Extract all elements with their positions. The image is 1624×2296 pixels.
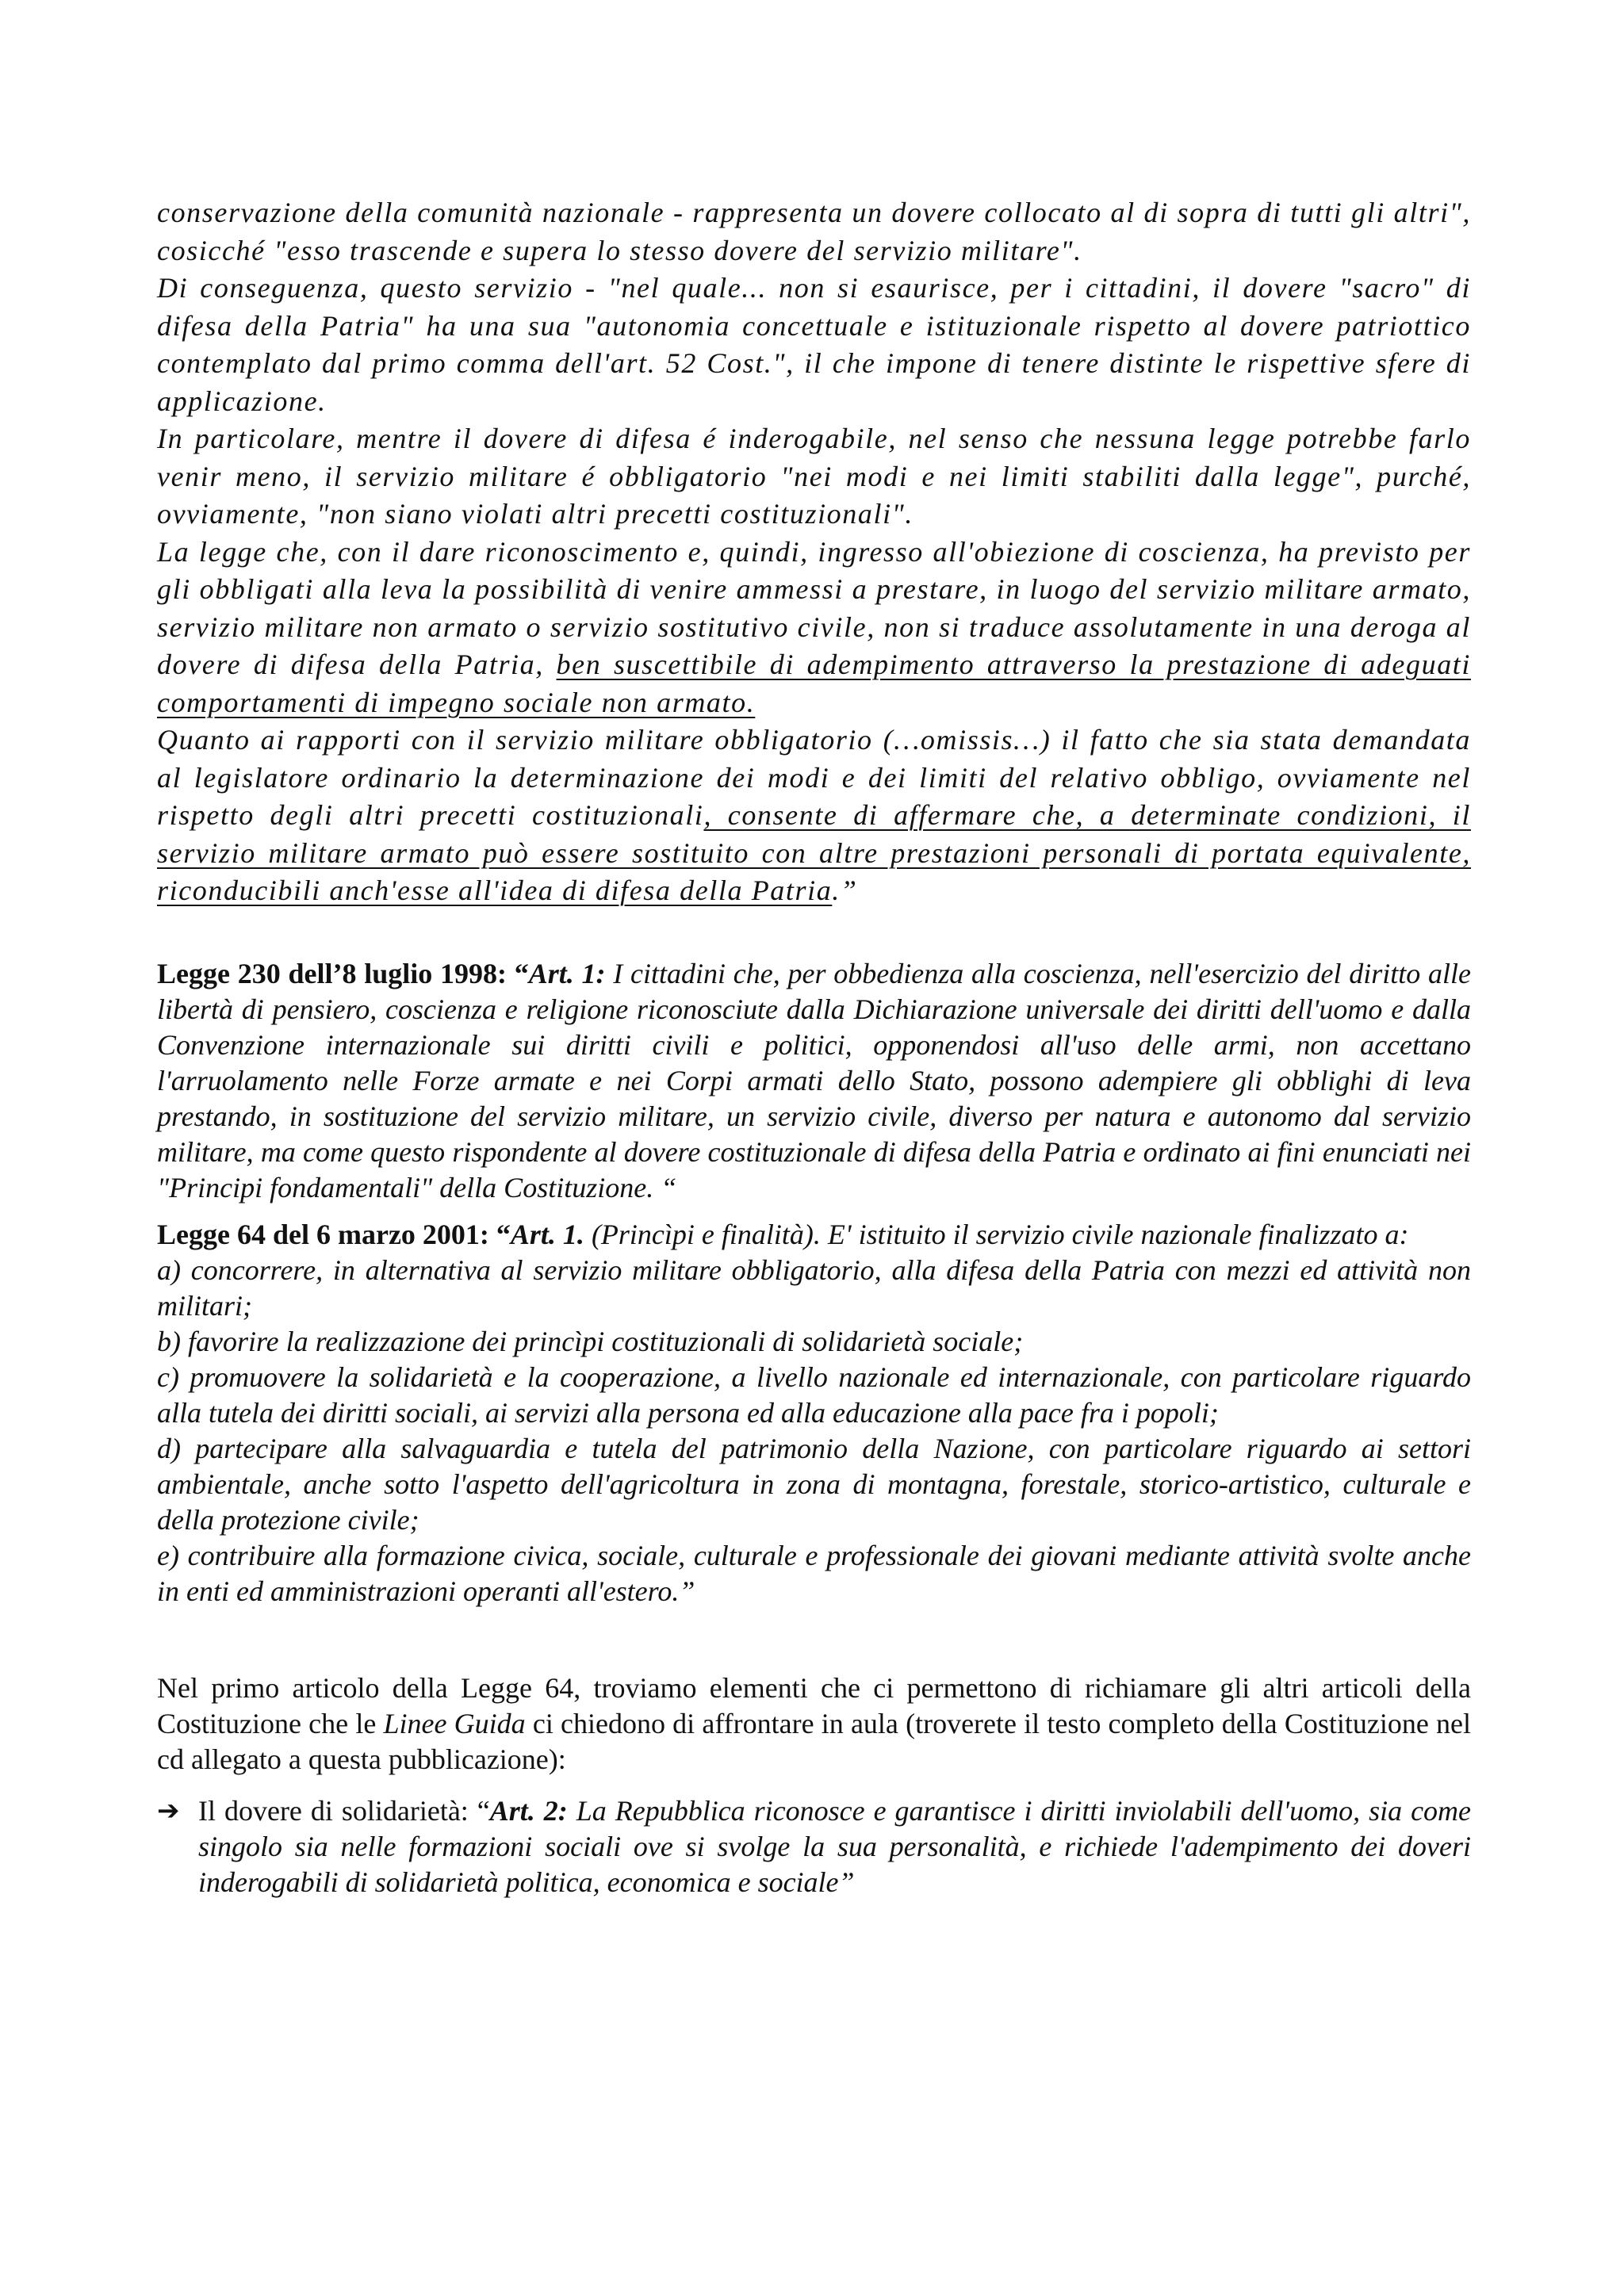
quote-paragraph-5 <box>157 721 1471 910</box>
law-230-heading: Legge 230 dell’8 luglio 1998: “ <box>157 957 529 989</box>
bullet-lead: Il dovere di solidarietà: “ <box>198 1794 490 1827</box>
law-64-item-d: d) partecipare alla salvaguardia e tutela del patrimonio della Nazione, con particolare riguardo ai settori ambientale, anche sotto l'aspetto dell'agricoltura in zona di montagna, forestale, storico-artistico, culturale e della protezione civile; <box>157 1432 1471 1536</box>
law-230-text: I cittadini che, per obbedienza alla coscienza, nell'esercizio del diritto alle libertà di pensiero, coscienza e religione riconosciute dalla Dichiarazione universale dei diritti dell'uomo e dalla Convenzione internazionale sui diritti civili e politici, opponendosi all'uso delle armi, non accettano l'arruolamento nelle Forze armate e nei Corpi armati dello Stato, possono adempiere gli obblighi di leva prestando, in sostituzione del servizio militare, un servizio civile, diverso per natura e autonomo dal servizio militare, ma come questo rispondente al dovere costituzionale di difesa della Patria e ordinato ai fini enunciati nei "Principi fondamentali" della Costituzione. “ <box>157 957 1472 1203</box>
quote-paragraph-5-underlined: , consente di affermare che, a determinate condizioni, il servizio militare armato può essere sostituito con altre prestazioni personali di portata equivalente, riconducibili anch'esse all'idea di difesa della Patria <box>157 799 1471 906</box>
commentary-emphasis: Linee Guida <box>383 1707 526 1739</box>
law-64-article: Art. 1. <box>510 1218 584 1250</box>
bullet-article: Art. 2: <box>489 1794 568 1827</box>
commentary-text-before: Nel primo articolo della Legge 64, troviamo elementi che ci permettono di richiamare gli altri articoli della Costituzione che le <box>157 1671 1471 1739</box>
commentary-text-after: ci chiedono di affrontare in aula (troverete il testo completo della Costituzione nel cd allegato a questa pubblicazione): <box>157 1707 1471 1775</box>
law-64-intro: (Princìpi e finalità). E' istituito il servizio civile nazionale finalizzato a: <box>584 1218 1409 1250</box>
quote-paragraph-2: Di conseguenza, questo servizio - "nel quale... non si esaurisce, per i cittadini, il dovere "sacro" di difesa della Patria" ha una sua "autonomia concettuale e istituzionale rispetto al dovere patriottico contemplato dal primo comma dell'art. 52 Cost.", il che impone di tenere distinte le rispettive sfere di applicazione. <box>157 272 1471 417</box>
law-230-paragraph <box>157 956 1471 1206</box>
quote-paragraph-4-text: La legge che, con il dare riconoscimento e, quindi, ingresso all'obiezione di coscienza, ha previsto per gli obbligati alla leva la possibilità di venire ammessi a prestare, in luogo del servizio militare armato, servizio militare non armato o servizio sostitutivo civile, non si traduce assolutamente in una deroga al dovere di difesa della Patria, <box>157 535 1471 680</box>
law-64-paragraph <box>157 1217 1471 1253</box>
bullet-solidarity <box>157 1793 1471 1900</box>
quote-paragraph-3: In particolare, mentre il dovere di difesa é inderogabile, nel senso che nessuna legge potrebbe farlo venir meno, il servizio militare é obbligatorio "nei modi e nei limiti stabiliti dalla legge", purché, ovviamente, "non siano violati altri precetti costituzionali". <box>157 423 1471 530</box>
law-64-heading: Legge 64 del 6 marzo 2001: “ <box>157 1218 511 1250</box>
bullet-solidarity-text <box>198 1793 1471 1900</box>
bullet-body: La Repubblica riconosce e garantisce i diritti inviolabili dell'uomo, sia come singolo sia nelle formazioni sociali ove si svolge la sua personalità, e richiede l'adempimento dei doveri inderogabili di solidarietà politica, economica e sociale” <box>198 1794 1472 1898</box>
quote-paragraph-5-end: .” <box>832 874 858 906</box>
law-64-item-e: e) contribuire alla formazione civica, sociale, culturale e professionale dei giovani mediante attività svolte anche in enti ed amministrazioni operanti all'estero.” <box>157 1539 1471 1607</box>
quote-paragraph-4-underlined: ben suscettibile di adempimento attraverso la prestazione di adeguati comportamenti di impegno sociale non armato. <box>157 649 1471 718</box>
law-230-article: Art. 1: <box>528 957 606 989</box>
quote-paragraph-4 <box>157 534 1471 722</box>
law-64-item-a: a) concorrere, in alternativa al servizio militare obbligatorio, alla difesa della Patria con mezzi ed attività non militari; <box>157 1253 1471 1322</box>
law-64-section <box>157 1217 1471 1609</box>
commentary-paragraph <box>157 1670 1471 1777</box>
quote-paragraph-5-text: Quanto ai rapporti con il servizio militare obbligatorio (…omissis…) il fatto che sia stata demandata al legislatore ordinario la determinazione dei modi e dei limiti del relativo obbligo, ovviamente nel rispetto degli altri precetti costituzionali <box>157 724 1471 831</box>
law-64-item-b: b) favorire la realizzazione dei princìpi costituzionali di solidarietà sociale; <box>157 1325 1024 1357</box>
law-230-section <box>157 956 1471 1206</box>
right-arrow-icon: ➔ <box>157 1796 180 1826</box>
quote-paragraph-1: conservazione della comunità nazionale - rappresenta un dovere collocato al di sopra di tutti gli altri", cosicché "esso trascende e supera lo stesso dovere del servizio militare". <box>157 197 1471 266</box>
law-64-item-c: c) promuovere la solidarietà e la cooperazione, a livello nazionale ed internazionale, con particolare riguardo alla tutela dei diritti sociali, ai servizi alla persona ed alla educazione alla pace fra i popoli; <box>157 1360 1471 1429</box>
court-ruling-quote <box>157 194 1471 910</box>
